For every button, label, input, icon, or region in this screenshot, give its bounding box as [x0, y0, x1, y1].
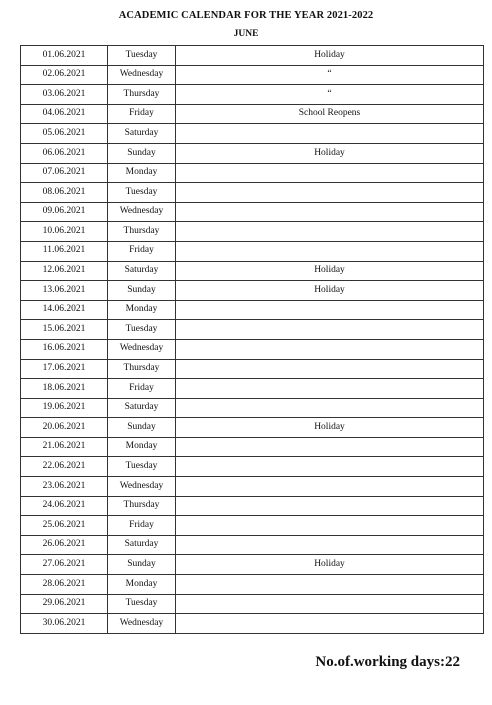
- remark-cell: [176, 477, 484, 497]
- table-row: [21, 261, 484, 281]
- date-cell: 13.06.2021: [21, 281, 108, 301]
- remark-cell: [176, 300, 484, 320]
- table-row: [21, 124, 484, 144]
- remark-cell: School Reopens: [176, 104, 484, 124]
- remark-cell: Holiday: [176, 46, 484, 66]
- table-row: [21, 104, 484, 124]
- remark-cell: [176, 320, 484, 340]
- date-cell: 23.06.2021: [21, 477, 108, 497]
- day-cell: Monday: [108, 300, 176, 320]
- table-row: [21, 143, 484, 163]
- table-row: [21, 163, 484, 183]
- table-row: [21, 300, 484, 320]
- date-cell: 01.06.2021: [21, 46, 108, 66]
- calendar-title: ACADEMIC CALENDAR FOR THE YEAR 2021-2022: [118, 10, 374, 21]
- remark-cell: [176, 437, 484, 457]
- remark-cell: [176, 183, 484, 203]
- table-row: [21, 359, 484, 379]
- remark-cell: [176, 398, 484, 418]
- date-cell: 30.06.2021: [21, 614, 108, 634]
- date-cell: 04.06.2021: [21, 104, 108, 124]
- date-cell: 07.06.2021: [21, 163, 108, 183]
- remark-cell: [176, 163, 484, 183]
- table-row: [21, 555, 484, 575]
- date-cell: 17.06.2021: [21, 359, 108, 379]
- day-cell: Tuesday: [108, 183, 176, 203]
- date-cell: 24.06.2021: [21, 496, 108, 516]
- date-cell: 05.06.2021: [21, 124, 108, 144]
- table-row: [21, 320, 484, 340]
- day-cell: Sunday: [108, 555, 176, 575]
- day-cell: Saturday: [108, 398, 176, 418]
- table-row: [21, 65, 484, 85]
- date-cell: 26.06.2021: [21, 535, 108, 555]
- day-cell: Thursday: [108, 496, 176, 516]
- remark-cell: Holiday: [176, 281, 484, 301]
- day-cell: Friday: [108, 104, 176, 124]
- day-cell: Friday: [108, 379, 176, 399]
- table-row: [21, 535, 484, 555]
- remark-cell: Holiday: [176, 418, 484, 438]
- day-cell: Monday: [108, 575, 176, 595]
- table-row: [21, 241, 484, 261]
- day-cell: Tuesday: [108, 457, 176, 477]
- day-cell: Wednesday: [108, 202, 176, 222]
- date-cell: 16.06.2021: [21, 339, 108, 359]
- day-cell: Friday: [108, 516, 176, 536]
- remark-cell: [176, 594, 484, 614]
- remark-cell: [176, 575, 484, 595]
- remark-cell: [176, 241, 484, 261]
- remark-cell: Holiday: [176, 555, 484, 575]
- remark-cell: [176, 457, 484, 477]
- day-cell: Tuesday: [108, 320, 176, 340]
- date-cell: 20.06.2021: [21, 418, 108, 438]
- table-row: [21, 85, 484, 105]
- date-cell: 25.06.2021: [21, 516, 108, 536]
- date-cell: 19.06.2021: [21, 398, 108, 418]
- date-cell: 11.06.2021: [21, 241, 108, 261]
- remark-cell: [176, 535, 484, 555]
- day-cell: Thursday: [108, 85, 176, 105]
- table-row: [21, 281, 484, 301]
- month-heading: JUNE: [233, 29, 259, 39]
- remark-cell: [176, 124, 484, 144]
- day-cell: Tuesday: [108, 46, 176, 66]
- date-cell: 21.06.2021: [21, 437, 108, 457]
- table-row: [21, 496, 484, 516]
- day-cell: Sunday: [108, 418, 176, 438]
- table-row: [21, 575, 484, 595]
- day-cell: Wednesday: [108, 477, 176, 497]
- table-row: [21, 614, 484, 634]
- date-cell: 10.06.2021: [21, 222, 108, 242]
- remark-cell: [176, 614, 484, 634]
- calendar-table-body: [21, 46, 484, 634]
- table-row: [21, 183, 484, 203]
- table-row: [21, 339, 484, 359]
- day-cell: Monday: [108, 163, 176, 183]
- remark-cell: Holiday: [176, 143, 484, 163]
- date-cell: 22.06.2021: [21, 457, 108, 477]
- remark-cell: “: [176, 85, 484, 105]
- table-row: [21, 457, 484, 477]
- date-cell: 12.06.2021: [21, 261, 108, 281]
- working-days-summary: No.of.working days:22: [315, 654, 460, 670]
- remark-cell: Holiday: [176, 261, 484, 281]
- date-cell: 02.06.2021: [21, 65, 108, 85]
- day-cell: Friday: [108, 241, 176, 261]
- remark-cell: [176, 379, 484, 399]
- remark-cell: [176, 496, 484, 516]
- date-cell: 29.06.2021: [21, 594, 108, 614]
- remark-cell: [176, 359, 484, 379]
- remark-cell: [176, 516, 484, 536]
- day-cell: Sunday: [108, 143, 176, 163]
- date-cell: 14.06.2021: [21, 300, 108, 320]
- remark-cell: “: [176, 65, 484, 85]
- table-row: [21, 418, 484, 438]
- remark-cell: [176, 222, 484, 242]
- day-cell: Thursday: [108, 222, 176, 242]
- table-row: [21, 222, 484, 242]
- day-cell: Saturday: [108, 261, 176, 281]
- day-cell: Thursday: [108, 359, 176, 379]
- day-cell: Wednesday: [108, 614, 176, 634]
- day-cell: Monday: [108, 437, 176, 457]
- table-row: [21, 398, 484, 418]
- table-row: [21, 594, 484, 614]
- table-row: [21, 437, 484, 457]
- table-row: [21, 379, 484, 399]
- table-row: [21, 516, 484, 536]
- table-row: [21, 46, 484, 66]
- day-cell: Saturday: [108, 535, 176, 555]
- remark-cell: [176, 202, 484, 222]
- remark-cell: [176, 339, 484, 359]
- date-cell: 15.06.2021: [21, 320, 108, 340]
- table-row: [21, 477, 484, 497]
- date-cell: 27.06.2021: [21, 555, 108, 575]
- date-cell: 18.06.2021: [21, 379, 108, 399]
- table-row: [21, 202, 484, 222]
- date-cell: 28.06.2021: [21, 575, 108, 595]
- day-cell: Saturday: [108, 124, 176, 144]
- day-cell: Wednesday: [108, 65, 176, 85]
- day-cell: Sunday: [108, 281, 176, 301]
- date-cell: 08.06.2021: [21, 183, 108, 203]
- date-cell: 06.06.2021: [21, 143, 108, 163]
- date-cell: 03.06.2021: [21, 85, 108, 105]
- date-cell: 09.06.2021: [21, 202, 108, 222]
- day-cell: Wednesday: [108, 339, 176, 359]
- day-cell: Tuesday: [108, 594, 176, 614]
- calendar-table: [20, 45, 484, 634]
